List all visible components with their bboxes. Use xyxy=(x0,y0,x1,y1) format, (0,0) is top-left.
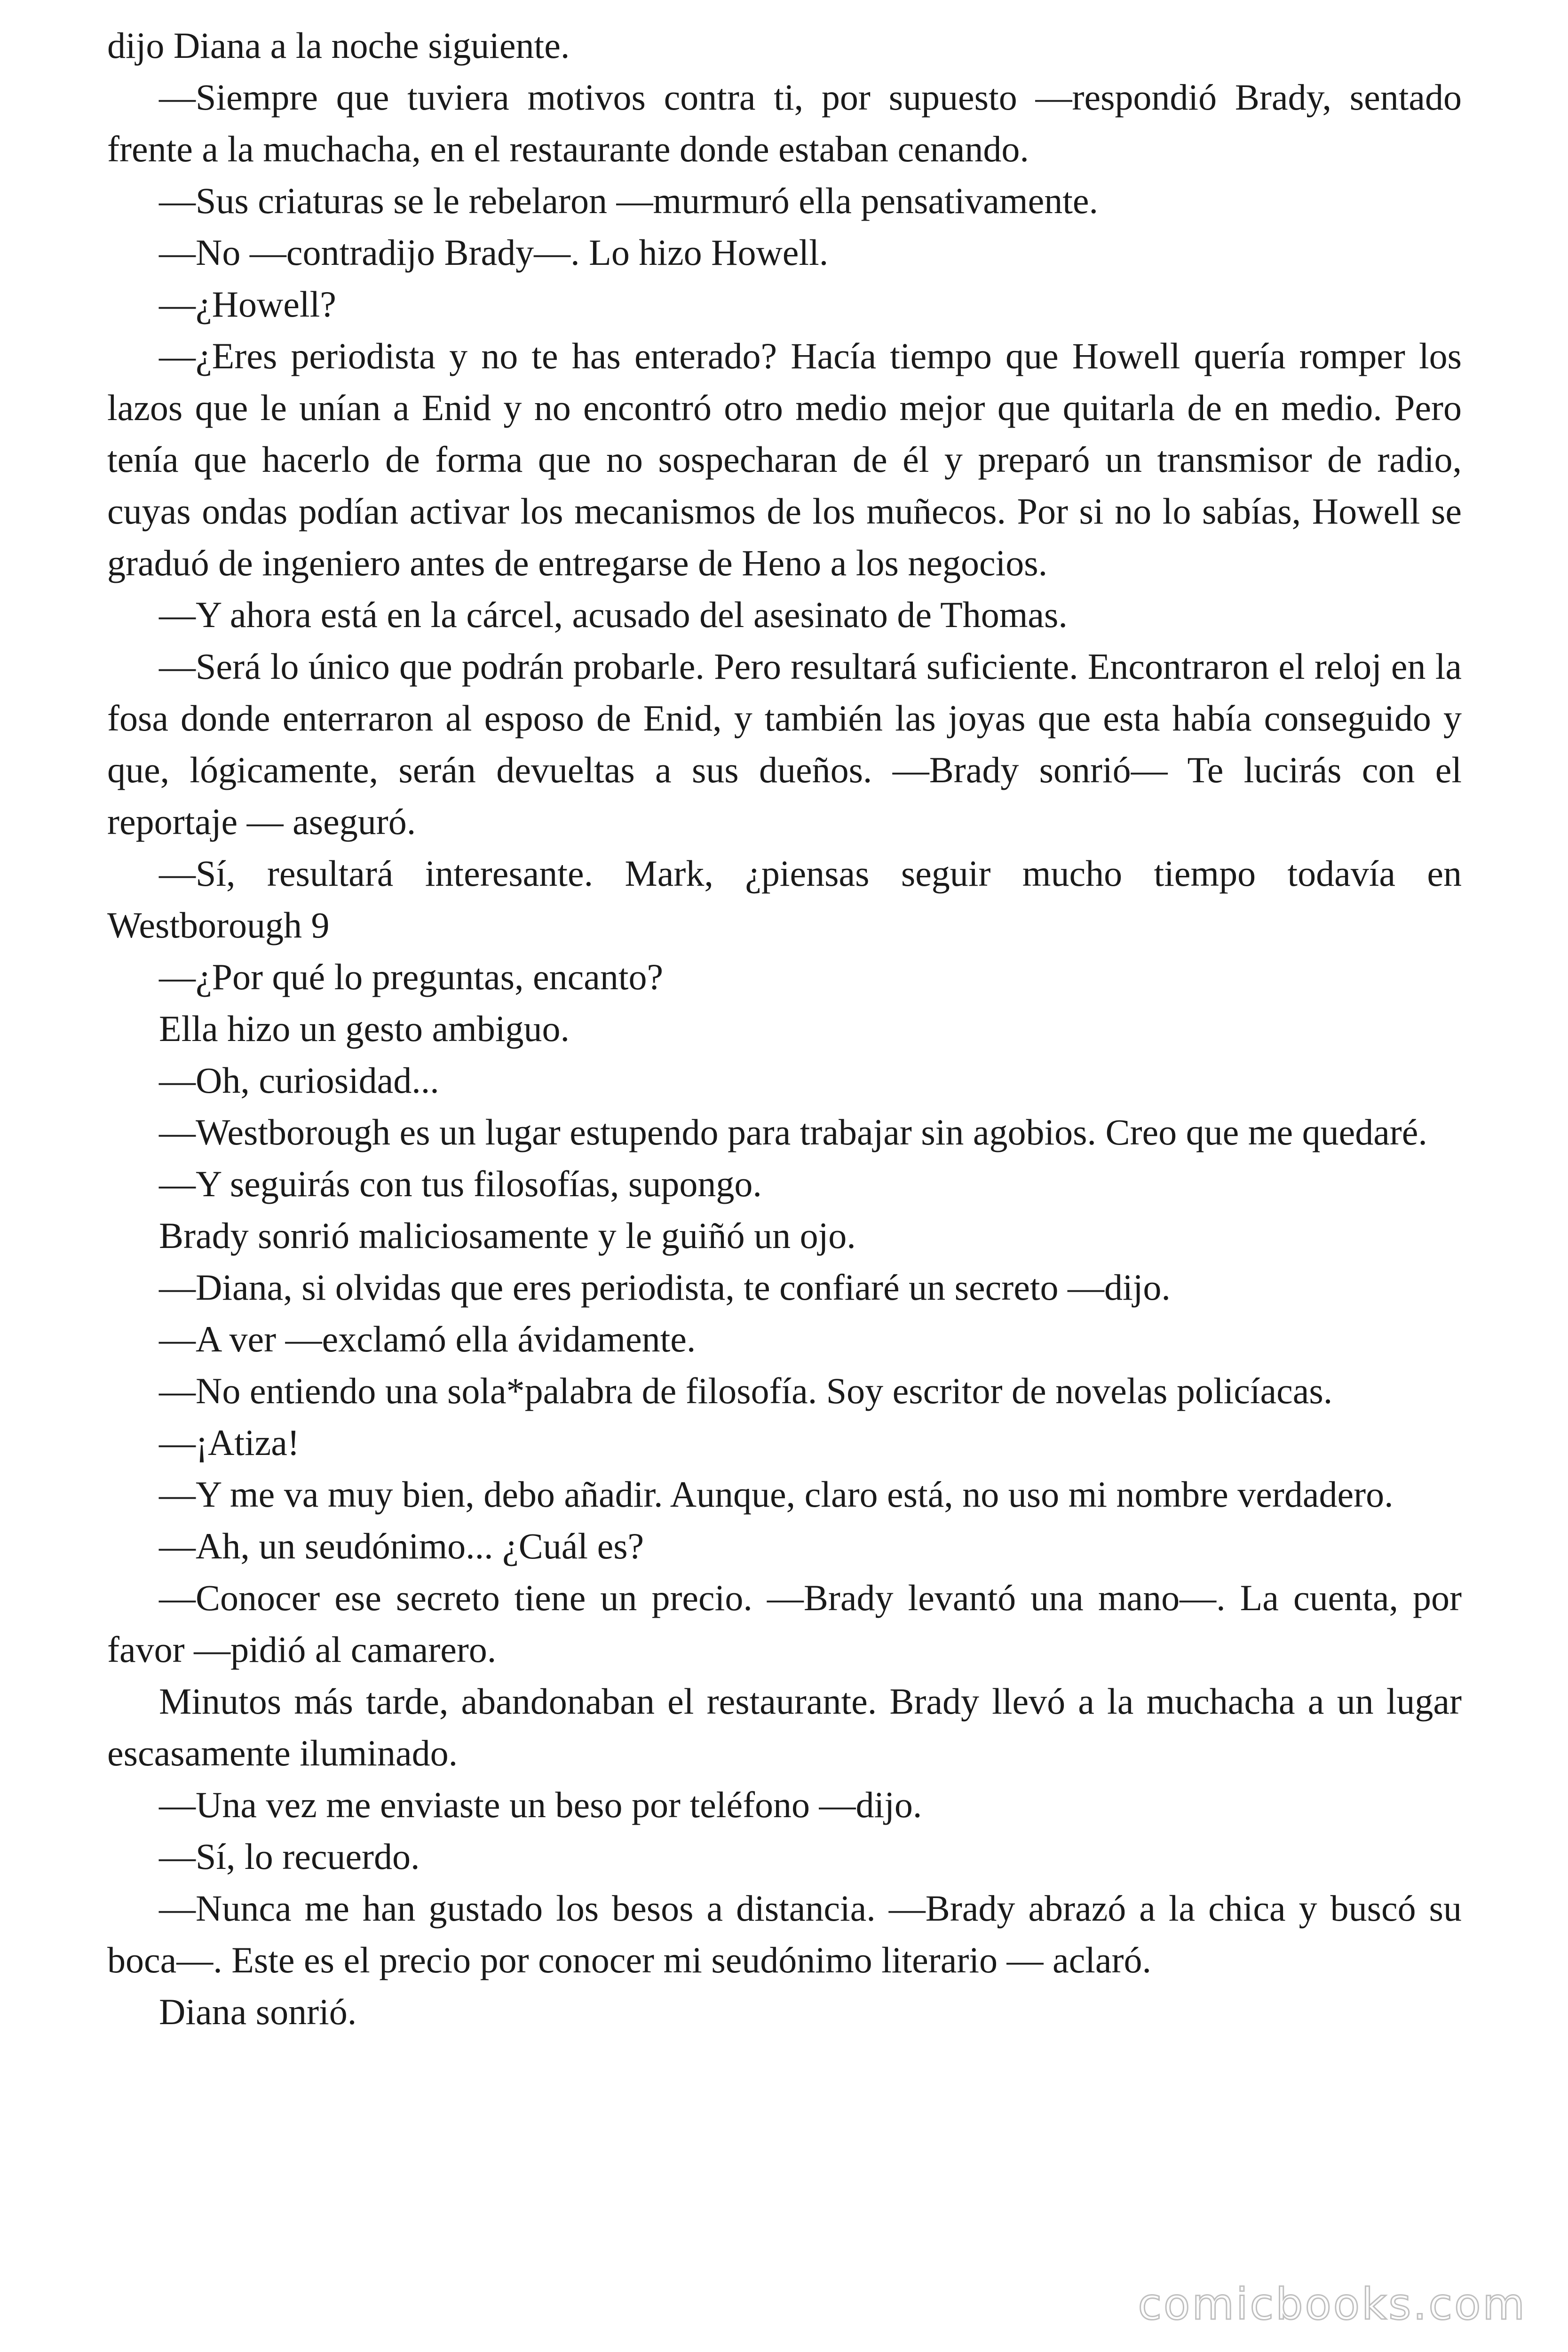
paragraph: —¡Atiza! xyxy=(159,1422,300,1463)
paragraph: —Sus criaturas se le rebelaron —murmuró ella pensativamente. xyxy=(159,180,1098,221)
paragraph: —Conocer ese secreto tiene un precio. —Brady levantó una mano—. La cuenta, por favor —pidió al camarero. xyxy=(107,1577,1462,1670)
paragraph: —Diana, si olvidas que eres periodista, te confiaré un secreto —dijo. xyxy=(159,1267,1171,1308)
paragraph: Ella hizo un gesto ambiguo. xyxy=(159,1008,570,1049)
paragraph: —A ver —exclamó ella ávidamente. xyxy=(159,1319,696,1359)
paragraph: —Y ahora está en la cárcel, acusado del asesinato de Thomas. xyxy=(159,594,1068,635)
paragraph: —Westborough es un lugar estupendo para trabajar sin agobios. Creo que me quedaré. xyxy=(159,1112,1427,1152)
paragraph: —Nunca me han gustado los besos a distancia. —Brady abrazó a la chica y buscó su boca—. Este es el precio por conocer mi seudónimo literario — aclaró. xyxy=(107,1888,1462,1980)
paragraph: dijo Diana a la noche siguiente. xyxy=(107,25,570,66)
paragraph: —¿Eres periodista y no te has enterado? Hacía tiempo que Howell quería romper los lazos que le unían a Enid y no encontró otro medio mejor que quitarla de en medio. Pero tenía que hacerlo de forma que no sospecharan de él y preparó un transmisor de radio, cuyas ondas podían activar los mecanismos de los muñecos. Por si no lo sabías, Howell se graduó de ingeniero antes de entregarse de Heno a los negocios. xyxy=(107,335,1462,583)
paragraph: —Sí, resultará interesante. Mark, ¿piensas seguir mucho tiempo todavía en Westborough 9 xyxy=(107,853,1462,946)
paragraph: —Ah, un seudónimo... ¿Cuál es? xyxy=(159,1526,644,1566)
paragraph: Brady sonrió maliciosamente y le guiñó un ojo. xyxy=(159,1215,856,1256)
paragraph: —Será lo único que podrán probarle. Pero resultará suficiente. Encontraron el reloj en la fosa donde enterraron al esposo de Enid, y también las joyas que esta había conseguido y que, lógicamente, serán devueltas a sus dueños. —Brady sonrió— Te lucirás con el reportaje — aseguró. xyxy=(107,646,1462,842)
paragraph: —Siempre que tuviera motivos contra ti, por supuesto —respondió Brady, sentado frente a la muchacha, en el restaurante donde estaban cenando. xyxy=(107,77,1462,169)
paragraph: —Oh, curiosidad... xyxy=(159,1060,439,1101)
paragraph: —No —contradijo Brady—. Lo hizo Howell. xyxy=(159,232,829,273)
paragraph: —¿Por qué lo preguntas, encanto? xyxy=(159,956,664,997)
paragraph: —Una vez me enviaste un beso por teléfono —dijo. xyxy=(159,1784,922,1825)
paragraph: —No entiendo una sola*palabra de filosofía. Soy escritor de novelas policíacas. xyxy=(159,1370,1333,1411)
paragraph: Minutos más tarde, abandonaban el restaurante. Brady llevó a la muchacha a un lugar escasamente iluminado. xyxy=(107,1681,1462,1773)
paragraph: Diana sonrió. xyxy=(159,1991,357,2032)
paragraph: —Sí, lo recuerdo. xyxy=(159,1836,420,1877)
paragraph: —Y me va muy bien, debo añadir. Aunque, claro está, no uso mi nombre verdadero. xyxy=(159,1474,1394,1515)
paragraph: —Y seguirás con tus filosofías, supongo. xyxy=(159,1163,762,1204)
page-text xyxy=(107,20,1462,2038)
paragraph: —¿Howell? xyxy=(159,284,336,325)
watermark-logo: comicbooks.com xyxy=(1138,2279,1527,2329)
